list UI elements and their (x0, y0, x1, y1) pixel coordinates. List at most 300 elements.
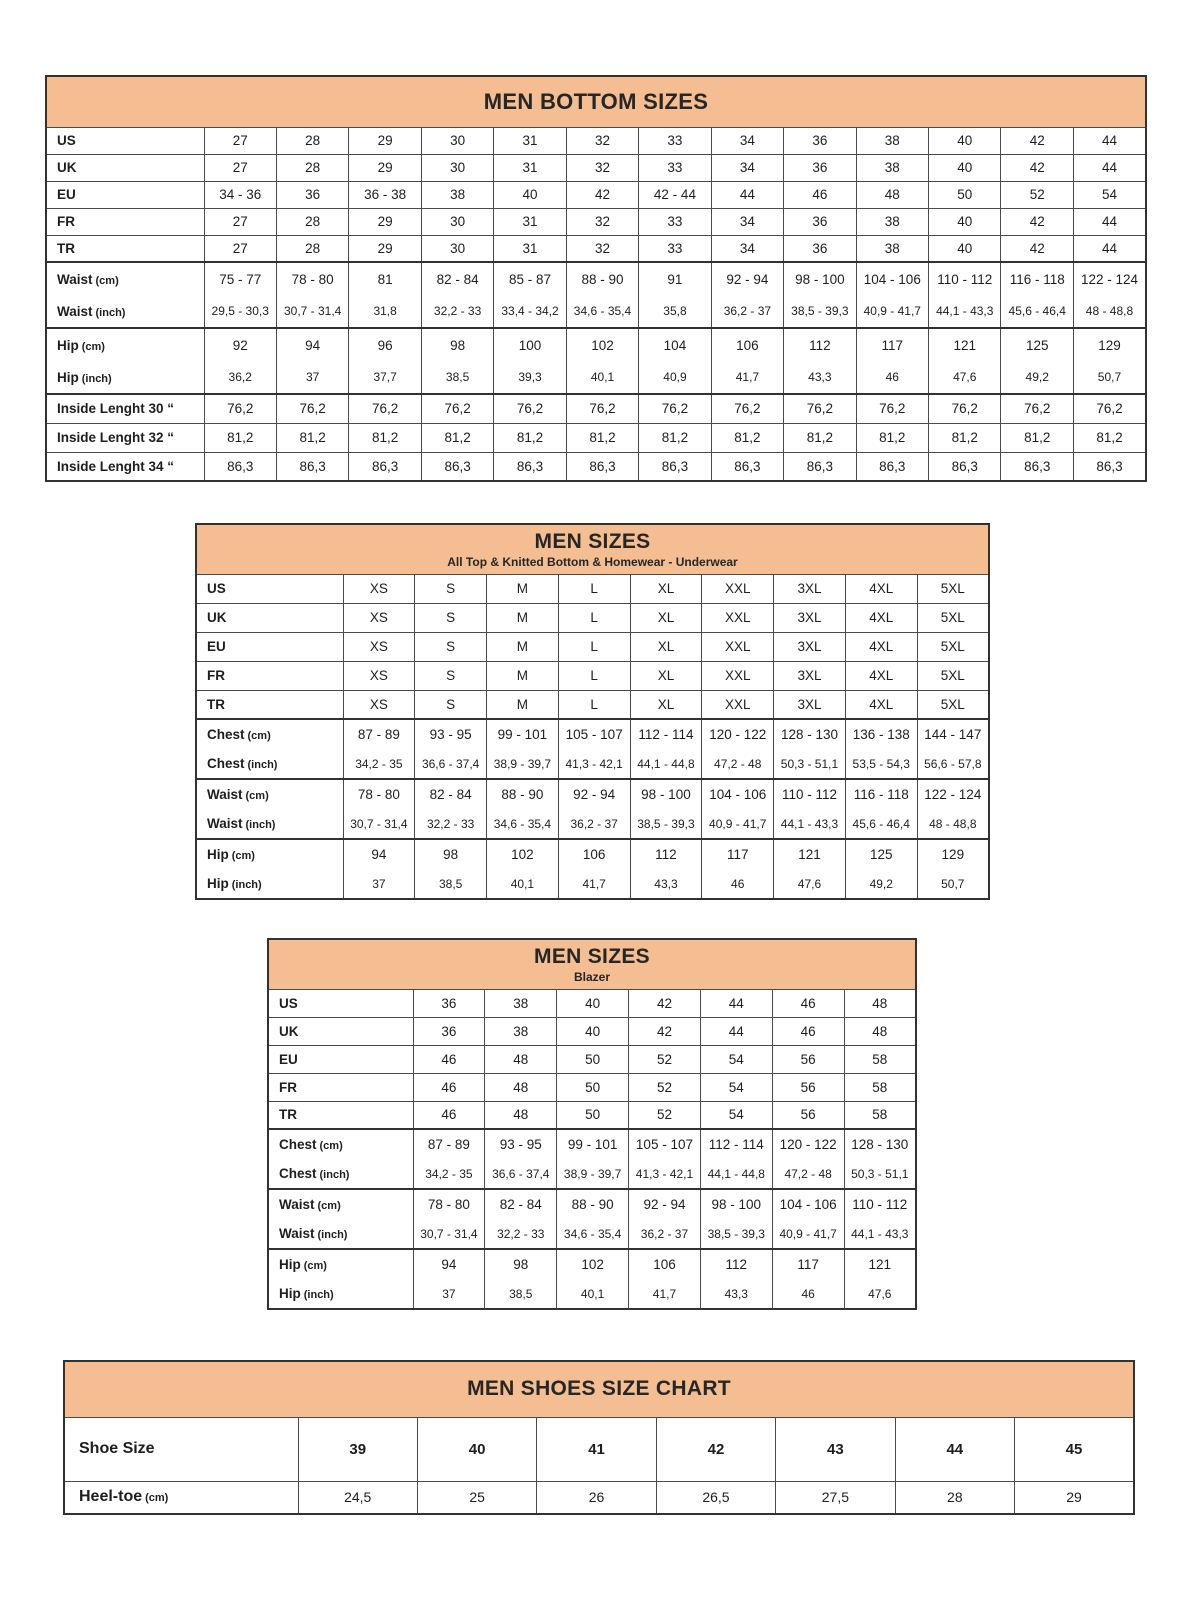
cell-value: 34,2 - 35 (413, 1159, 485, 1189)
row-label-text: UK (279, 1023, 299, 1039)
cell-value: 86,3 (1073, 452, 1146, 481)
cell-value: 36,2 - 37 (558, 809, 630, 839)
cell-value: 76,2 (784, 394, 856, 423)
row-label (268, 1045, 413, 1073)
row-label-text: Waist (57, 303, 93, 319)
cell-value: 30 (421, 235, 493, 262)
table-row (268, 1159, 916, 1189)
cell-value: 78 - 80 (343, 779, 415, 809)
cell-value: 81,2 (929, 423, 1001, 452)
cell-value: 81,2 (1001, 423, 1073, 452)
row-label-text: Inside Lenght 32 “ (57, 430, 175, 445)
table-row (46, 262, 1146, 295)
cell-value: 44 (1073, 235, 1146, 262)
row-label (268, 1129, 413, 1159)
cell-value: 3XL (774, 690, 846, 719)
cell-value: 43,3 (784, 361, 856, 394)
row-label (46, 154, 204, 181)
cell-value: 116 - 118 (1001, 262, 1073, 295)
row-label (196, 809, 343, 839)
cell-value: 76,2 (1001, 394, 1073, 423)
cell-value: 38 (856, 235, 928, 262)
table-header (268, 939, 916, 989)
men-sizes-blazer-table (267, 938, 917, 1310)
row-label-text: Hip (279, 1257, 301, 1272)
cell-value: 40 (557, 1017, 629, 1045)
cell-value: 44,1 - 44,8 (700, 1159, 772, 1189)
table-row (46, 295, 1146, 328)
cell-value: 86,3 (276, 452, 348, 481)
cell-value: 37,7 (349, 361, 421, 394)
cell-value: 42 (566, 181, 638, 208)
row-label-text: TR (57, 240, 75, 256)
cell-value: XXL (702, 574, 774, 603)
cell-value: S (415, 661, 487, 690)
cell-value: 43,3 (700, 1279, 772, 1309)
cell-value: 41,7 (711, 361, 783, 394)
cell-value: 48 (844, 989, 916, 1017)
row-label-text: FR (57, 214, 75, 229)
cell-value: 86,3 (856, 452, 928, 481)
row-label-text: Hip (57, 369, 79, 385)
cell-value: 110 - 112 (844, 1189, 916, 1219)
table-row (268, 1279, 916, 1309)
cell-value: 76,2 (639, 394, 711, 423)
cell-value: 93 - 95 (485, 1129, 557, 1159)
cell-value: 42 - 44 (639, 181, 711, 208)
cell-value: 104 - 106 (702, 779, 774, 809)
cell-value: 86,3 (421, 452, 493, 481)
cell-value: 88 - 90 (487, 779, 559, 809)
cell-value: 50 (557, 1073, 629, 1101)
cell-value: 45,6 - 46,4 (845, 809, 917, 839)
cell-value: 98 (421, 328, 493, 361)
cell-value: S (415, 632, 487, 661)
cell-value: M (487, 690, 559, 719)
cell-value: 117 (772, 1249, 844, 1279)
cell-value: 30 (421, 154, 493, 181)
row-label (196, 661, 343, 690)
cell-value: 128 - 130 (774, 719, 846, 749)
cell-value: 34 - 36 (204, 181, 276, 208)
cell-value: 86,3 (204, 452, 276, 481)
cell-value: 30,7 - 31,4 (413, 1219, 485, 1249)
cell-value: S (415, 690, 487, 719)
row-label (196, 574, 343, 603)
cell-value: 46 (772, 989, 844, 1017)
cell-value: 112 - 114 (700, 1129, 772, 1159)
cell-value: 31 (494, 127, 566, 154)
cell-value: 81,2 (204, 423, 276, 452)
table-row (46, 181, 1146, 208)
table-header (196, 524, 989, 574)
row-label (46, 208, 204, 235)
cell-value: 43,3 (630, 869, 702, 899)
cell-value: 117 (856, 328, 928, 361)
cell-value: 42 (629, 1017, 701, 1045)
cell-value: 29 (1015, 1481, 1134, 1514)
cell-value: 112 (700, 1249, 772, 1279)
cell-value: 30,7 - 31,4 (343, 809, 415, 839)
cell-value: 116 - 118 (845, 779, 917, 809)
cell-value: 37 (276, 361, 348, 394)
row-label-text: US (207, 581, 226, 596)
cell-value: 50,7 (1073, 361, 1146, 394)
cell-value: 34 (711, 154, 783, 181)
cell-value: 76,2 (276, 394, 348, 423)
cell-value: 30 (421, 127, 493, 154)
row-label-unit: (cm) (145, 1492, 169, 1505)
cell-value: 50,3 - 51,1 (774, 749, 846, 779)
cell-value: 44 (1073, 127, 1146, 154)
cell-value: 40 (929, 127, 1001, 154)
cell-value: L (558, 574, 630, 603)
table-row (46, 328, 1146, 361)
cell-value: 4XL (845, 661, 917, 690)
cell-value: 76,2 (349, 394, 421, 423)
row-label-text: EU (57, 187, 76, 202)
cell-value: 5XL (917, 690, 989, 719)
cell-value: 41,3 - 42,1 (629, 1159, 701, 1189)
table-row (196, 779, 989, 809)
cell-value: 49,2 (1001, 361, 1073, 394)
men-sizes-top-table-grid (195, 523, 990, 900)
row-label (64, 1417, 298, 1481)
cell-value: 27,5 (776, 1481, 895, 1514)
row-label-unit: (cm) (245, 790, 269, 802)
cell-value: 98 - 100 (700, 1189, 772, 1219)
table-row (196, 603, 989, 632)
cell-value: 48 - 48,8 (1073, 295, 1146, 328)
cell-value: S (415, 603, 487, 632)
cell-value: 96 (349, 328, 421, 361)
cell-value: 42 (1001, 154, 1073, 181)
table-row (196, 574, 989, 603)
cell-value: 104 (639, 328, 711, 361)
cell-value: 5XL (917, 603, 989, 632)
cell-value: 26,5 (656, 1481, 775, 1514)
cell-value: 28 (276, 154, 348, 181)
cell-value: 121 (774, 839, 846, 869)
cell-value: 48 - 48,8 (917, 809, 989, 839)
cell-value: 104 - 106 (856, 262, 928, 295)
table-row (196, 661, 989, 690)
cell-value: 82 - 84 (421, 262, 493, 295)
cell-value: 36,2 (204, 361, 276, 394)
cell-value: 94 (413, 1249, 485, 1279)
cell-value: 82 - 84 (415, 779, 487, 809)
table-row (46, 154, 1146, 181)
cell-value: 86,3 (784, 452, 856, 481)
cell-value: 38,5 (415, 869, 487, 899)
cell-value: 106 (629, 1249, 701, 1279)
table-row (196, 719, 989, 749)
cell-value: 4XL (845, 632, 917, 661)
cell-value: 38 (421, 181, 493, 208)
cell-value: 29 (349, 127, 421, 154)
cell-value: 56 (772, 1101, 844, 1129)
cell-value: 4XL (845, 574, 917, 603)
cell-value: 110 - 112 (774, 779, 846, 809)
cell-value: 58 (844, 1045, 916, 1073)
cell-value: XXL (702, 690, 774, 719)
cell-value: 98 - 100 (784, 262, 856, 295)
cell-value: 44,1 - 43,3 (844, 1219, 916, 1249)
cell-value: 37 (413, 1279, 485, 1309)
table-row (46, 235, 1146, 262)
cell-value: 40 (929, 154, 1001, 181)
cell-value: S (415, 574, 487, 603)
cell-value: 42 (1001, 235, 1073, 262)
row-label-text: TR (279, 1107, 297, 1123)
cell-value: 30 (421, 208, 493, 235)
row-label (268, 1017, 413, 1045)
table-header (64, 1361, 1134, 1417)
row-label-text: Hip (57, 337, 79, 353)
cell-value: 54 (700, 1045, 772, 1073)
cell-value: 40,1 (487, 869, 559, 899)
table-row (268, 1129, 916, 1159)
cell-value: 76,2 (566, 394, 638, 423)
row-label (196, 779, 343, 809)
cell-value: 43 (776, 1417, 895, 1481)
cell-value: 34,6 - 35,4 (566, 295, 638, 328)
men-sizes-top-table (195, 523, 990, 900)
cell-value: 28 (895, 1481, 1014, 1514)
cell-value: 44 (1073, 208, 1146, 235)
cell-value: 38 (856, 208, 928, 235)
row-label-text: Chest (207, 756, 245, 771)
cell-value: 86,3 (639, 452, 711, 481)
cell-value: 81,2 (276, 423, 348, 452)
cell-value: 36,2 - 37 (711, 295, 783, 328)
cell-value: 81,2 (856, 423, 928, 452)
cell-value: 42 (656, 1417, 775, 1481)
cell-value: XL (630, 632, 702, 661)
cell-value: 44,1 - 44,8 (630, 749, 702, 779)
cell-value: 56 (772, 1073, 844, 1101)
cell-value: 26 (537, 1481, 656, 1514)
cell-value: M (487, 574, 559, 603)
men-sizes-blazer-table-grid (267, 938, 917, 1310)
cell-value: 40 (557, 989, 629, 1017)
cell-value: 81,2 (784, 423, 856, 452)
cell-value: 56 (772, 1045, 844, 1073)
row-label (46, 452, 204, 481)
row-label-text: Waist (279, 1197, 315, 1212)
table-row (196, 869, 989, 899)
cell-value: 27 (204, 235, 276, 262)
cell-value: 46 (702, 869, 774, 899)
row-label-text: Heel-toe (79, 1488, 143, 1506)
cell-value: 136 - 138 (845, 719, 917, 749)
cell-value: 45 (1015, 1417, 1134, 1481)
row-label-unit: (cm) (231, 850, 255, 862)
cell-value: 44 (700, 989, 772, 1017)
cell-value: 120 - 122 (772, 1129, 844, 1159)
row-label (46, 328, 204, 361)
row-label-text: Hip (207, 876, 229, 891)
cell-value: 117 (702, 839, 774, 869)
cell-value: 125 (845, 839, 917, 869)
cell-value: 112 - 114 (630, 719, 702, 749)
table-row (268, 989, 916, 1017)
cell-value: 106 (558, 839, 630, 869)
table-row (268, 1249, 916, 1279)
cell-value: 27 (204, 154, 276, 181)
row-label-text: Hip (279, 1286, 301, 1301)
cell-value: 85 - 87 (494, 262, 566, 295)
row-label-text: US (57, 133, 76, 148)
row-label-text: Inside Lenght 34 “ (57, 458, 175, 474)
table-row (268, 1101, 916, 1129)
cell-value: 54 (700, 1073, 772, 1101)
row-label-text: Inside Lenght 30 “ (57, 401, 175, 417)
cell-value: 38,9 - 39,7 (557, 1159, 629, 1189)
cell-value: 33,4 - 34,2 (494, 295, 566, 328)
cell-value: 110 - 112 (929, 262, 1001, 295)
cell-value: 52 (629, 1045, 701, 1073)
table-subtitle: All Top & Knitted Bottom & Homewear - Underwear (447, 554, 738, 569)
cell-value: 53,5 - 54,3 (845, 749, 917, 779)
cell-value: XL (630, 661, 702, 690)
table-row (268, 1189, 916, 1219)
table-row (64, 1417, 1134, 1481)
cell-value: 50 (557, 1101, 629, 1129)
cell-value: 52 (1001, 181, 1073, 208)
cell-value: 81,2 (711, 423, 783, 452)
row-label-unit: (cm) (247, 730, 271, 742)
cell-value: 50 (557, 1045, 629, 1073)
cell-value: 106 (711, 328, 783, 361)
cell-value: 38,5 - 39,3 (784, 295, 856, 328)
cell-value: 87 - 89 (343, 719, 415, 749)
cell-value: 121 (844, 1249, 916, 1279)
cell-value: 41,3 - 42,1 (558, 749, 630, 779)
row-label (64, 1481, 298, 1514)
cell-value: 36,6 - 37,4 (415, 749, 487, 779)
cell-value: 44,1 - 43,3 (774, 809, 846, 839)
cell-value: 104 - 106 (772, 1189, 844, 1219)
cell-value: 78 - 80 (276, 262, 348, 295)
row-label-text: EU (279, 1051, 298, 1067)
cell-value: 46 (772, 1017, 844, 1045)
cell-value: 36 (784, 208, 856, 235)
cell-value: 33 (639, 154, 711, 181)
row-label-text: EU (207, 639, 226, 654)
row-label (46, 262, 204, 295)
cell-value: 98 - 100 (630, 779, 702, 809)
cell-value: L (558, 632, 630, 661)
row-label-unit: (inch) (81, 372, 112, 385)
cell-value: 33 (639, 127, 711, 154)
row-label-unit: (inch) (95, 306, 126, 319)
cell-value: 34,6 - 35,4 (487, 809, 559, 839)
row-label-unit: (inch) (319, 1169, 350, 1181)
cell-value: 38,5 - 39,3 (630, 809, 702, 839)
cell-value: L (558, 603, 630, 632)
cell-value: 38 (485, 989, 557, 1017)
row-label-unit: (inch) (317, 1229, 348, 1241)
table-row (46, 127, 1146, 154)
cell-value: 36 (784, 154, 856, 181)
cell-value: 50 (929, 181, 1001, 208)
row-label-text: FR (207, 668, 225, 683)
cell-value: 38 (485, 1017, 557, 1045)
cell-value: 4XL (845, 690, 917, 719)
row-label (268, 1249, 413, 1279)
cell-value: XL (630, 603, 702, 632)
row-label (196, 690, 343, 719)
row-label-unit: (inch) (245, 819, 276, 831)
cell-value: 129 (1073, 328, 1146, 361)
cell-value: 5XL (917, 661, 989, 690)
cell-value: 81 (349, 262, 421, 295)
cell-value: 54 (1073, 181, 1146, 208)
cell-value: 38 (856, 154, 928, 181)
cell-value: 31 (494, 235, 566, 262)
table-row (46, 394, 1146, 423)
cell-value: 40 (929, 235, 1001, 262)
cell-value: 91 (639, 262, 711, 295)
cell-value: 75 - 77 (204, 262, 276, 295)
cell-value: 112 (630, 839, 702, 869)
cell-value: 125 (1001, 328, 1073, 361)
table-header (46, 76, 1146, 127)
cell-value: 48 (485, 1101, 557, 1129)
row-label (268, 1279, 413, 1309)
cell-value: 48 (856, 181, 928, 208)
row-label (196, 603, 343, 632)
cell-value: 40 (494, 181, 566, 208)
table-row (46, 423, 1146, 452)
cell-value: 122 - 124 (917, 779, 989, 809)
cell-value: XS (343, 574, 415, 603)
cell-value: 78 - 80 (413, 1189, 485, 1219)
cell-value: 44 (700, 1017, 772, 1045)
row-label-unit: (inch) (231, 879, 262, 891)
cell-value: 86,3 (349, 452, 421, 481)
cell-value: 92 - 94 (629, 1189, 701, 1219)
cell-value: 3XL (774, 661, 846, 690)
cell-value: 56,6 - 57,8 (917, 749, 989, 779)
row-label (196, 719, 343, 749)
cell-value: 32,2 - 33 (415, 809, 487, 839)
cell-value: 38,5 - 39,3 (700, 1219, 772, 1249)
cell-value: 31 (494, 208, 566, 235)
row-label-text: Waist (207, 787, 243, 802)
row-label (196, 869, 343, 899)
cell-value: 99 - 101 (557, 1129, 629, 1159)
row-label (46, 127, 204, 154)
cell-value: 28 (276, 235, 348, 262)
cell-value: 32 (566, 154, 638, 181)
row-label-text: Chest (279, 1166, 317, 1181)
cell-value: 98 (485, 1249, 557, 1279)
cell-value: 35,8 (639, 295, 711, 328)
cell-value: 42 (1001, 208, 1073, 235)
table-row (196, 839, 989, 869)
cell-value: 98 (415, 839, 487, 869)
row-label-unit: (cm) (303, 1260, 327, 1272)
cell-value: 129 (917, 839, 989, 869)
row-label-text: Chest (207, 727, 245, 742)
table-row (268, 1219, 916, 1249)
cell-value: 24,5 (298, 1481, 417, 1514)
cell-value: 81,2 (494, 423, 566, 452)
cell-value: 52 (629, 1101, 701, 1129)
cell-value: 34,2 - 35 (343, 749, 415, 779)
